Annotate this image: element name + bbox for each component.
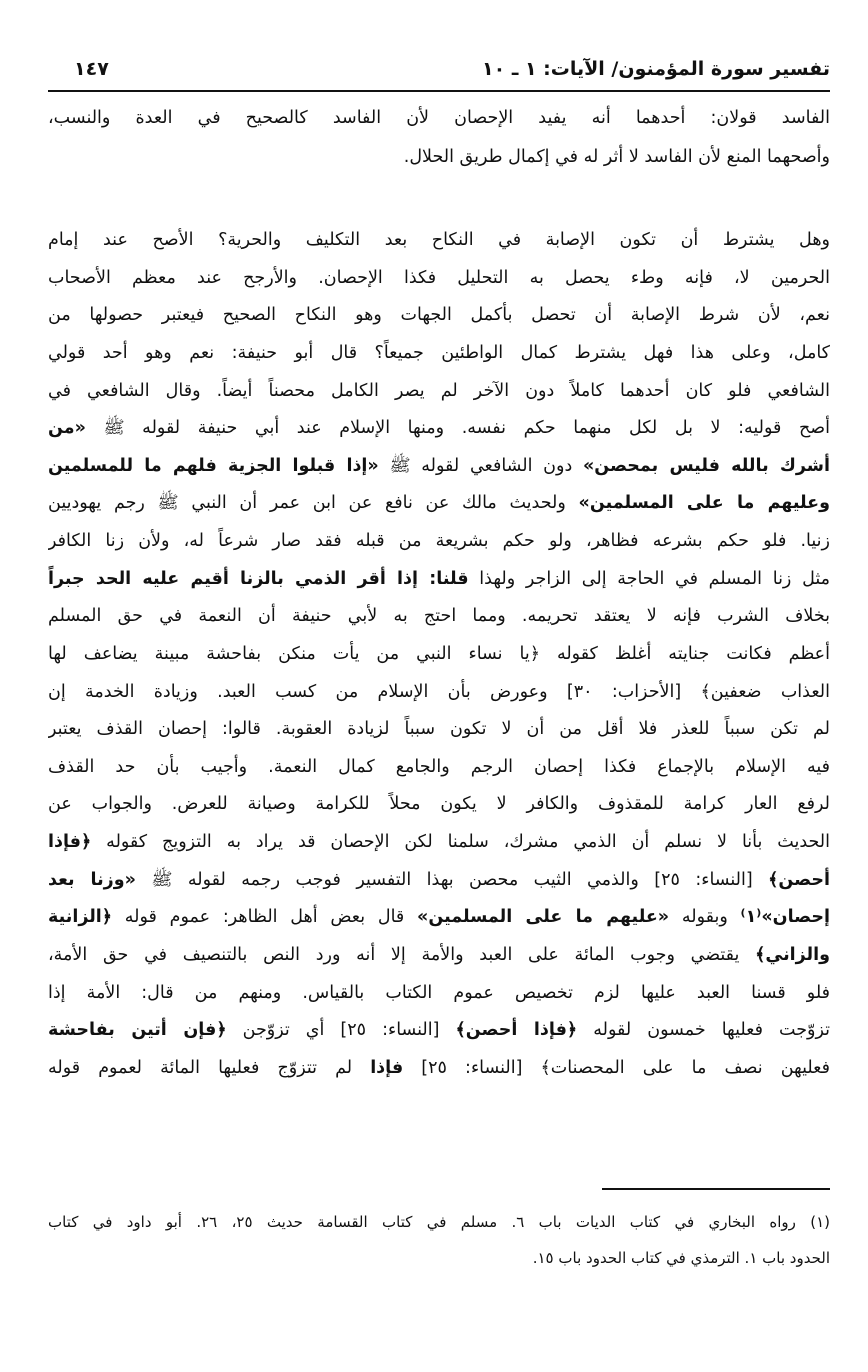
text-line: [48, 750, 830, 784]
text-segment: الفاسد قولان: أحدهما أنه يفيد الإحصان لأن الفاسد كالصحيح في العدة والنسب،: [48, 108, 830, 128]
text-line: [48, 562, 830, 596]
bold-quote: والزاني﴾: [755, 945, 830, 965]
text-line: [48, 336, 830, 370]
page-number: ١٤٧: [74, 58, 109, 80]
text-line: [48, 449, 830, 483]
text-segment: فلو قسنا العبد عليها لزم تخصيص عموم الكتاب بالقياس. ومنهم من قال: الأمة إذا: [48, 983, 830, 1003]
bold-quote: فإذا: [370, 1058, 404, 1078]
bold-quote: ﴿فإذا: [48, 832, 92, 852]
text-segment: فعليهن نصف ما على المحصنات﴾ [النساء: ٢٥]: [403, 1058, 830, 1078]
text-segment: تزوّجت فعليها خمسون لقوله: [577, 1020, 830, 1040]
bold-quote: أحصن﴾: [768, 870, 830, 890]
text-line: [48, 938, 830, 972]
text-segment: الشافعي فلو كان أحدهما كاملاً دون الآخر لم يصر الكامل محصناً أيضاً. وقال الشافعي في: [48, 381, 830, 401]
bold-quote: قلنا: إذا أقر الذمي بالزنا أقيم عليه الحد جبراً: [48, 569, 469, 589]
text-segment: نعم، لأن شرط الإصابة أن تحصل بأكمل الجهات وهو النكاح الصحيح فيعتبر حصولها من: [48, 305, 830, 325]
text-segment: مثل زنا المسلم في الحاجة إلى الزاجر ولهذا: [468, 569, 830, 589]
header-rule: [48, 90, 830, 92]
text-segment: [النساء: ٢٥] والذمي الثيب محصن بهذا التفسير فوجب رجمه لقوله ﷺ: [135, 870, 769, 890]
bold-quote: «وزنا بعد: [48, 870, 136, 890]
text-line: [48, 486, 830, 520]
bold-quote: أشرك بالله فليس بمحصن»: [583, 456, 830, 476]
text-line: [48, 1013, 830, 1047]
text-line: [48, 900, 830, 934]
text-line: [48, 1051, 830, 1085]
footnote-line: الحدود باب ١. الترمذي في كتاب الحدود باب ١٥.: [532, 1249, 830, 1267]
text-line: [48, 637, 830, 671]
footnote-rule: [602, 1188, 830, 1190]
text-segment: لم تكن سبباً للعذر فلا أقل من أن لا تكون سبباً لزيادة العقوبة. قالوا: إحصان القذف يعتبر: [48, 719, 830, 739]
text-line: [48, 101, 830, 135]
bold-quote: ﴿فإذا أحصن﴾: [455, 1020, 578, 1040]
text-line: [48, 825, 830, 859]
text-segment: بخلاف الشرب فإنه لا يعتقد تحريمه. ومما احتج به لأبي حنيفة أن النعمة في حق المسلم: [48, 606, 830, 626]
text-segment: وهل يشترط أن تكون الإصابة في النكاح بعد التكليف والحرية؟ الأصح عند إمام: [48, 230, 830, 250]
text-line: [48, 599, 830, 633]
text-segment: دون الشافعي لقوله ﷺ: [378, 456, 583, 476]
text-segment: كامل، وعلى هذا فهل يشترط كمال الواطئين جميعاً؟ قال أبو حنيفة: نعم وهو أحد قولي: [48, 343, 830, 363]
bold-quote: «عليهم ما على المسلمين»: [417, 907, 670, 927]
text-line: [48, 712, 830, 746]
text-segment: العذاب ضعفين﴾ [الأحزاب: ٣٠] وعورض بأن الإسلام من كسب العبد. وزيادة الخدمة إن: [48, 682, 830, 702]
text-segment: زنيا. فلو حكم بشرعه فظاهر، ولو حكم بشريعة من قبله فقد صار شرعاً له، ولأن زنا الكافر: [48, 531, 830, 551]
text-line: [48, 863, 830, 897]
text-segment: وبقوله: [669, 907, 741, 927]
text-line: [48, 261, 830, 295]
text-segment: لرفع العار كرامة للمقذوف والكافر لا يكون محلاً للكرامة وصيانة للعرض. والجواب عن: [48, 794, 830, 814]
text-segment: لم تتزوّج فعليها المائة لعموم قوله: [48, 1058, 371, 1078]
text-line: [48, 140, 830, 174]
bold-quote: «إذا قبلوا الجزية فلهم ما للمسلمين: [48, 456, 379, 476]
bold-quote: وعليهم ما على المسلمين»: [578, 493, 830, 513]
bold-quote: إحصان»⁽١⁾: [740, 907, 830, 927]
text-line: [48, 524, 830, 558]
text-line: [48, 374, 830, 408]
text-line: [48, 223, 830, 257]
footnote-line: (١) رواه البخاري في كتاب الديات باب ٦. مسلم في كتاب القسامة حديث ٢٥، ٢٦. أبو داود في كتاب: [48, 1213, 830, 1231]
bold-quote: «من: [48, 418, 86, 438]
text-segment: أعظم فكانت جنايته أغلظ كقوله ﴿يا نساء النبي من يأت منكن بفاحشة مبينة يضاعف لها: [48, 644, 830, 664]
text-segment: [النساء: ٢٥] أي تزوّجن: [226, 1020, 456, 1040]
bold-quote: ﴿فإن أتين بفاحشة: [48, 1020, 227, 1040]
running-header: [48, 58, 830, 88]
text-segment: الحرمين لا، فإنه وطء يحصل به التحليل فكذا الإحصان. والأرجح عند معظم الأصحاب: [48, 268, 830, 288]
text-line: [48, 675, 830, 709]
text-line: [48, 787, 830, 821]
text-segment: قال بعض أهل الظاهر: عموم قوله: [112, 907, 418, 927]
running-title: تفسير سورة المؤمنون/ الآيات: ١ ـ ١٠: [482, 58, 830, 80]
text-line: [48, 298, 830, 332]
text-segment: وأصحهما المنع لأن الفاسد لا أثر له في إكمال طريق الحلال.: [403, 147, 830, 167]
text-segment: أصح قوليه: لا بل لكل منهما حكم نفسه. ومنها الإسلام عند أبي حنيفة لقوله ﷺ: [85, 418, 830, 438]
text-line: [48, 976, 830, 1010]
bold-quote: ﴿الزانية: [48, 907, 113, 927]
text-line: [48, 411, 830, 445]
text-segment: يقتضي وجوب المائة على العبد والأمة إلا أنه ورد النص بالتنصيف في حق الأمة،: [48, 945, 756, 965]
text-segment: ولحديث مالك عن نافع عن ابن عمر أن النبي ﷺ رجم يهوديين: [48, 493, 579, 513]
text-segment: الحديث بأنا لا نسلم أن الذمي مشرك، سلمنا لكن الإحصان قد يراد به التزويج كقوله: [91, 832, 830, 852]
text-segment: فيه الإسلام بالإجماع فكذا إحصان الرجم والجامع كمال النعمة. وأجيب بأن حد القذف: [48, 757, 830, 777]
